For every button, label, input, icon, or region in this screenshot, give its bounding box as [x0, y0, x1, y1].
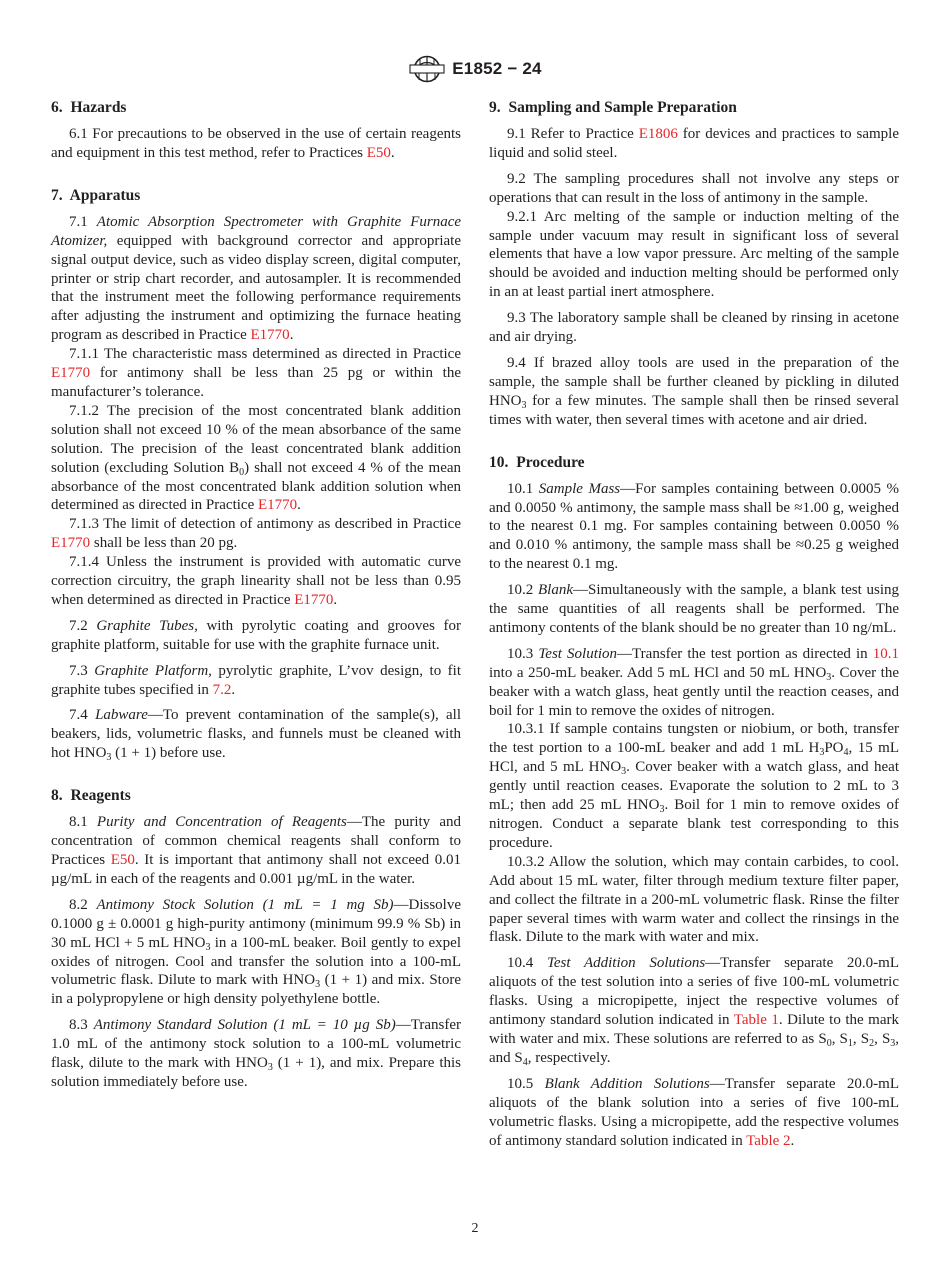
ref-table-1-link[interactable]: Table 1 — [733, 1012, 779, 1029]
ref-table-2-link[interactable]: Table 2 — [746, 1132, 791, 1149]
paragraph-8-2: 8.2 Antimony Stock Solution (1 mL = 1 mg Sb)—Dissolve 0.1000 g ± 0.0001 g high-purity antimony (minimum 99.9 % Sb) in 30 mL HCl + 5 mL $HNO_3$ in a 100-mL beaker. Boil gently to expel oxides of nitrogen. Cool and transfer the solution into a 100-mL volumetric flask. Dilute to mark with $HNO_3$ (1 + 1) and mix. Store in a polypropylene or high density polyethylene bottle. — [51, 896, 461, 1008]
paragraph-9-2-1: 9.2.1 Arc melting of the sample or induction melting of the sample under vacuum may result in significant loss of several elements that have a low vapor pressure. Arc melting of the sample should be avoided and induction melting should be performed only in an at least partial inert atmosphere. — [489, 208, 899, 301]
ref-7-2-link[interactable]: 7.2 — [212, 681, 232, 698]
paragraph-6-1: 6.1 For precautions to be observed in the use of certain reagents and equipment in this test method, refer to Practices E50. — [51, 126, 461, 161]
right-column — [489, 92, 899, 1157]
ref-e1770-link[interactable]: E1770 — [258, 497, 298, 514]
paragraph-10-5: 10.5 Blank Addition Solutions—Transfer separate 20.0-mL aliquots of the blank solution into a series of five 100-mL volumetric flasks. Using a micropipette, add the respective volumes of antimony standard solution indicated in Table 2. — [489, 1075, 899, 1149]
left-column — [51, 92, 461, 1099]
paragraph-9-2: 9.2 The sampling procedures shall not involve any steps or operations that can result in the loss of antimony in the sample. — [489, 170, 899, 206]
paragraph-7-4: 7.4 Labware—To prevent contamination of the sample(s), all beakers, lids, volumetric flasks, and funnels must be cleaned with hot $HNO_3$ (1 + 1) before use. — [51, 707, 461, 764]
paragraph-10-3: 10.3 Test Solution—Transfer the test portion as directed in 10.1 into a 250-mL beaker. Add 5 mL HCl and 50 mL $HNO_3$. Cover the beaker with a watch glass, heat gently until the reaction ceases, and boil for 1 min to remove the oxides of nitrogen. — [489, 645, 899, 719]
ref-10-1-link[interactable]: 10.1 — [872, 645, 899, 662]
paragraph-7-1-4: 7.1.4 Unless the instrument is provided with automatic curve correction circuitry, the graph linearity shall not be less than 0.95 when determined as directed in Practice E1770. — [51, 554, 461, 608]
paragraph-8-1: 8.1 Purity and Concentration of Reagents—The purity and concentration of common chemical reagents shall conform to Practices E50. It is important that antimony shall not exceed 0.01 µg/mL in each of the reagents and 0.001 µg/mL in the water. — [51, 814, 462, 887]
paragraph-7-1-1: 7.1.1 The characteristic mass determined as directed in Practice E1770 for antimony shall be less than 25 pg or within the manufacturer’s tolerance. — [51, 346, 461, 400]
paragraph-7-2: 7.2 Graphite Tubes, with pyrolytic coating and grooves for graphite platform, suitable for use with the graphite furnace unit. — [51, 617, 461, 653]
paragraph-9-3: 9.3 The laboratory sample shall be cleaned by rinsing in acetone and air drying. — [489, 310, 899, 346]
paragraph-10-2: 10.2 Blank—Simultaneously with the sample, a blank test using the same quantities of all reagents shall be performed. The antimony contents of the blank should be no greater than 10 ng/mL. — [489, 582, 899, 636]
section-heading-sampling: 9. Sampling and Sample Preparation — [489, 99, 737, 116]
document-id: E1852 − 24 — [452, 59, 542, 78]
section-heading-procedure: 10. Procedure — [489, 453, 585, 471]
paragraph-10-1: 10.1 Sample Mass—For samples containing between 0.0005 % and 0.0050 % antimony, the sample mass shall be ≈1.00 g, weighed to the nearest 0.1 mg. For samples containing between 0.0050 % and 0.010 % antimony, the sample mass shall be ≈0.25 g weighed to the nearest 0.1 mg. — [489, 480, 899, 573]
ref-e1806-link[interactable]: E1806 — [638, 126, 678, 142]
paragraph-7-1-3: 7.1.3 The limit of detection of antimony as described in Practice E1770 shall be less than 20 pg. — [51, 516, 461, 552]
ref-e1770-link[interactable]: E1770 — [51, 365, 91, 382]
paragraph-10-3-2: 10.3.2 Allow the solution, which may contain carbides, to cool. Add about 15 mL water, filter through medium texture filter paper, and collect the filtrate in a 200-mL volumetric flask. Rinse the filter paper several times with warm water and collect the rinsings in the flask. Dilute to the mark with water and mix. — [489, 853, 899, 946]
paragraph-10-4: 10.4 Test Addition Solutions—Transfer separate 20.0-mL aliquots of the test solution into a series of five 100-mL volumetric flasks. Using a micropipette, inject the respective volumes of antimony standard solution indicated in Table 1. Dilute to the mark with water and mix. These solutions are referred to as $S_0$, $S_1$, $S_2$, $S_3$, and $S_4$, respectively. — [489, 955, 900, 1068]
paragraph-7-1: 7.1 Atomic Absorption Spectrometer with Graphite Furnace Atomizer, equipped with background corrector and appropriate signal output device, such as video display screen, digital computer, printer or strip chart recorder, and autosampler. It is recommended that the instrument meet the following performance requirements after adjusting the instrument and optimizing the furnace heating program as described in Practice E1770. — [51, 213, 462, 344]
ref-e50-link[interactable]: E50 — [366, 144, 391, 161]
paragraph-9-1: 9.1 Refer to Practice E1806 for devices and practices to sample liquid and solid steel. — [489, 126, 899, 161]
paragraph-7-1-2: 7.1.2 The precision of the most concentrated blank addition solution shall not exceed 10 % of the mean absorbance of the same solution. The precision of the least concentrated blank addition solution (excluding Solution $B_0$) shall not exceed 4 % of the mean absorbance of the most concentrated blank addition solution when determined as directed in Practice E1770. — [51, 402, 462, 514]
astm-logo-icon — [408, 54, 446, 84]
ref-e1770-link[interactable]: E1770 — [294, 591, 334, 608]
ref-e1770-link[interactable]: E1770 — [51, 535, 91, 552]
paragraph-9-4: 9.4 If brazed alloy tools are used in the preparation of the sample, the sample shall be further cleaned by pickling in diluted $HNO_3$ for a few minutes. The sample shall then be rinsed several times with water, then several times with acetone and air dried. — [489, 354, 899, 428]
paragraph-7-3: 7.3 Graphite Platform, pyrolytic graphite, L’vov design, to fit graphite tubes specified in 7.2. — [51, 662, 461, 698]
page-header — [0, 54, 950, 89]
paragraph-8-3: 8.3 Antimony Standard Solution (1 mL = 10 µg Sb)—Transfer 1.0 mL of the antimony stock solution to a 100-mL volumetric flask, dilute to the mark with $HNO_3$ (1 + 1), and mix. Prepare this solution immediately before use. — [51, 1017, 462, 1090]
ref-e50-link[interactable]: E50 — [110, 852, 135, 868]
page-number: 2 — [471, 1221, 479, 1236]
ref-e1770-link[interactable]: E1770 — [250, 327, 290, 344]
section-heading-reagents: 8. Reagents — [51, 787, 131, 805]
paragraph-10-3-1: 10.3.1 If sample contains tungsten or niobium, or both, transfer the test portion to a 100-mL beaker and add 1 mL $H_3PO_4$, 15 mL HCl, and 5 mL $HNO_3$. Cover beaker with a watch glass, and heat gently until reaction ceases. Evaporate the solution to 2 mL to 3 mL; then add 25 mL $HNO_3$. Boil for 1 min to remove oxides of nitrogen. Conduct a separate blank test corresponding to this procedure. — [489, 721, 899, 851]
section-heading-hazards: 6. Hazards — [51, 99, 127, 116]
section-heading-apparatus: 7. Apparatus — [51, 186, 141, 204]
